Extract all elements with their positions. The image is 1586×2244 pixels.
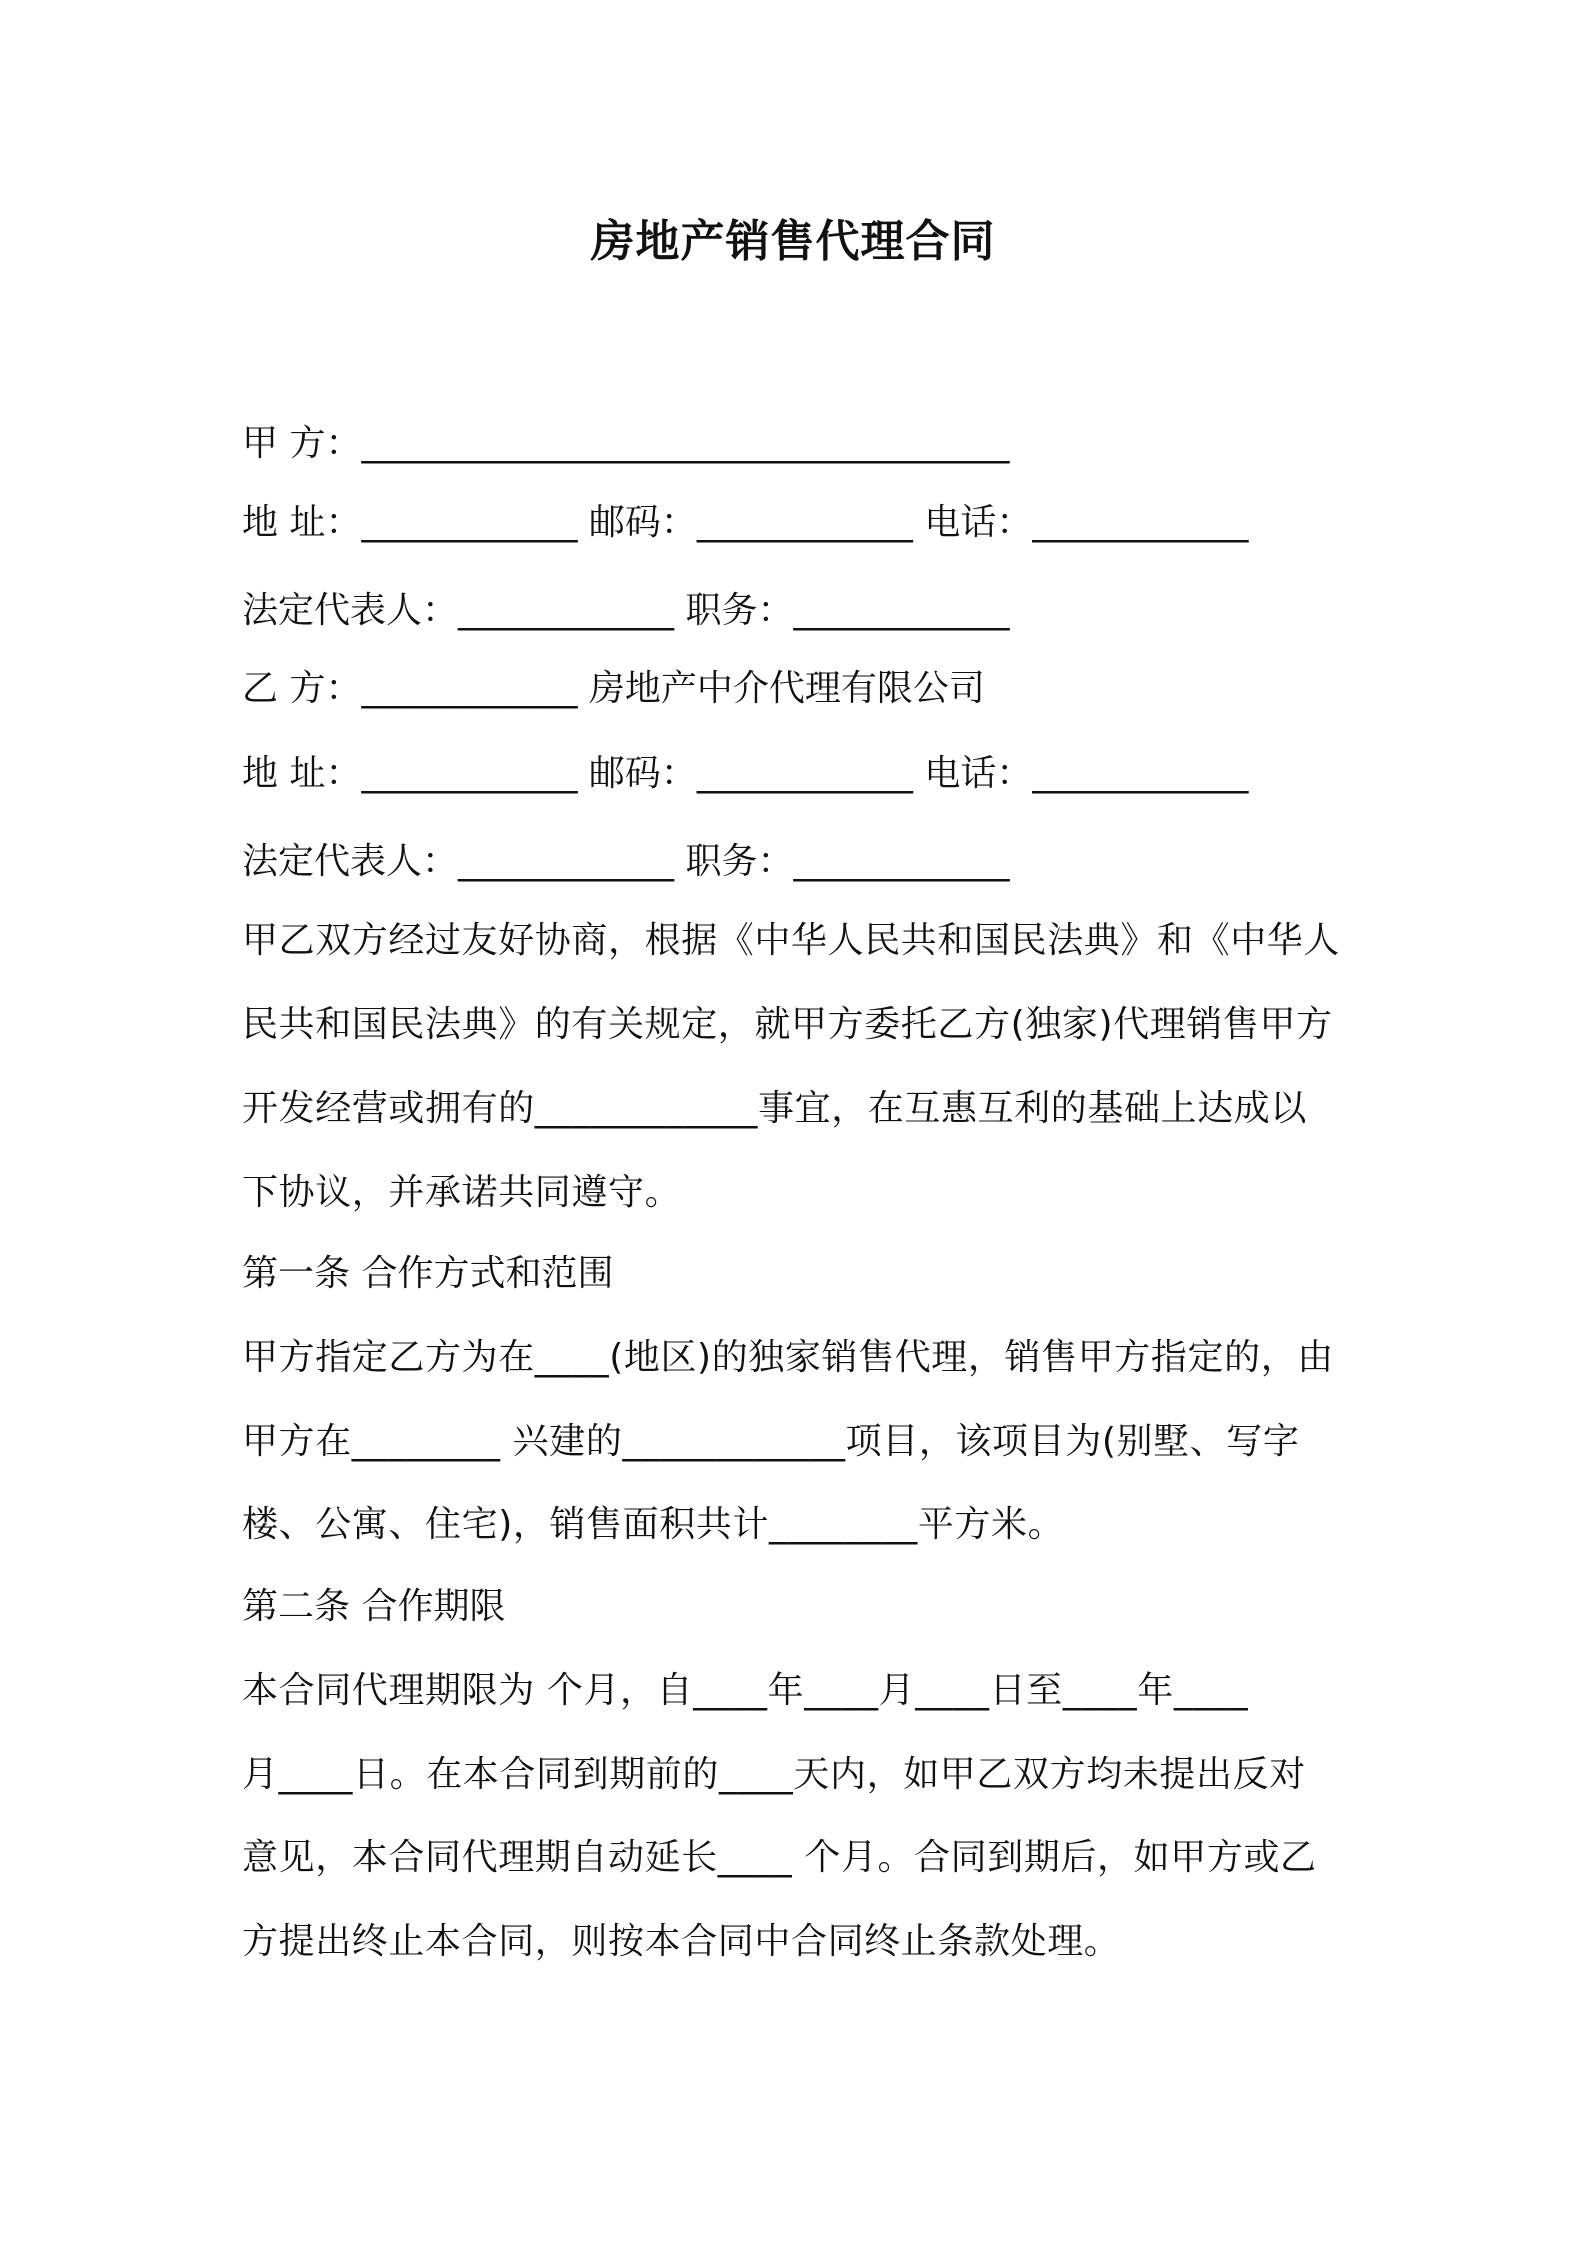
article-2-line-1: 本合同代理期限为 个月，自____年____月____日至____年____ — [242, 1670, 1249, 1711]
party-a-name-line: 甲 方：____________________________________ — [242, 423, 1010, 464]
document-title: 房地产销售代理合同 — [590, 216, 996, 267]
article-1-line-2: 甲方在________ 兴建的____________项目，该项目为(别墅、写字 — [242, 1421, 1300, 1462]
preamble-line-2: 民共和国民法典》的有关规定，就甲方委托乙方(独家)代理销售甲方 — [242, 1004, 1333, 1045]
article-2-heading: 第二条 合作期限 — [242, 1586, 506, 1627]
preamble-line-1: 甲乙双方经过友好协商，根据《中华人民共和国民法典》和《中华人 — [242, 920, 1341, 961]
preamble-line-3: 开发经营或拥有的____________事宜，在互惠互利的基础上达成以 — [242, 1088, 1307, 1129]
article-1-line-3: 楼、公寓、住宅)，销售面积共计________平方米。 — [242, 1504, 1065, 1545]
article-2-line-2: 月____日。在本合同到期前的____天内，如甲乙双方均未提出反对 — [242, 1754, 1306, 1795]
article-1-heading: 第一条 合作方式和范围 — [242, 1253, 614, 1294]
party-a-address-line: 地 址：____________ 邮码：____________ 电话：____________ — [242, 502, 1249, 543]
party-b-address-line: 地 址：____________ 邮码：____________ 电话：____________ — [242, 753, 1249, 794]
preamble-line-4: 下协议，并承诺共同遵守。 — [242, 1172, 682, 1213]
article-1-line-1: 甲方指定乙方为在____(地区)的独家销售代理，销售甲方指定的，由 — [242, 1337, 1334, 1378]
article-2-line-3: 意见，本合同代理期自动延长____ 个月。合同到期后，如甲方或乙 — [242, 1837, 1317, 1878]
party-b-representative-line: 法定代表人：____________ 职务：____________ — [242, 841, 1010, 882]
article-2-line-4: 方提出终止本合同，则按本合同中合同终止条款处理。 — [242, 1921, 1121, 1962]
party-a-representative-line: 法定代表人：____________ 职务：____________ — [242, 590, 1010, 631]
party-b-name-line: 乙 方：____________ 房地产中介代理有限公司 — [242, 668, 985, 709]
